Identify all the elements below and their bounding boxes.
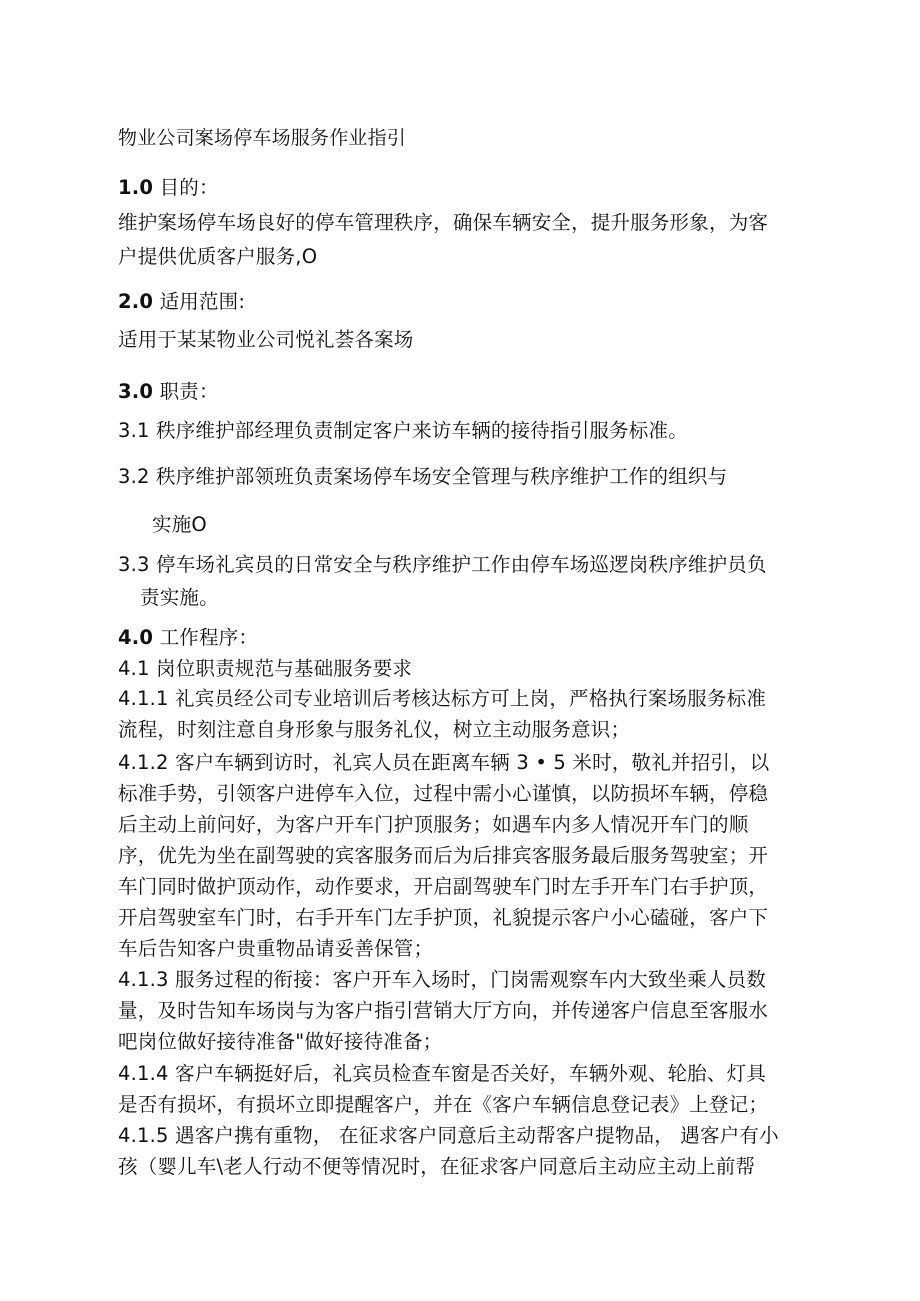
paragraph-4-1-2-line: 开启驾驶室车门时，右手开车门左手护顶，礼貌提示客户小心磕碰，客户下 (118, 906, 769, 929)
paragraph-4-1-1-line: 4.1.1 礼宾员经公司专业培训后考核达标方可上岗，严格执行案场服务标准 (118, 687, 767, 710)
section-1-title: 目的： (159, 176, 219, 199)
section-3-item-2: 3.2 秩序维护部领班负责案场停车场安全管理与秩序维护工作的组织与 (118, 465, 728, 488)
section-3-item-2-continuation: 实施O (152, 513, 207, 536)
section-1-body-line: 维护案场停车场良好的停车管理秩序，确保车辆安全，提升服务形象，为客 (118, 211, 769, 234)
section-1-number: 1.0 (118, 176, 154, 199)
paragraph-4-1-3-line: 4.1.3 服务过程的衔接：客户开车入场时，门岗需观察车内大致坐乘人员数 (118, 968, 767, 991)
paragraph-4-1-2-line: 序，优先为坐在副驾驶的宾客服务而后为后排宾客服务最后服务驾驶室；开 (118, 844, 769, 867)
section-1-body-line: 户提供优质客户服务,O (118, 245, 318, 268)
paragraph-4-1-1-line: 流程，时刻注意自身形象与服务礼仪，树立主动服务意识； (118, 718, 631, 741)
section-2-title: 适用范围: (159, 290, 246, 313)
section-2-body: 适用于某某物业公司悦礼荟各案场 (118, 328, 414, 351)
paragraph-4-1-2-line: 车后告知客户贵重物品请妥善保管； (118, 937, 434, 960)
section-3-heading (118, 378, 219, 406)
subsection-4-1-heading: 4.1 岗位职责规范与基础服务要求 (118, 657, 413, 680)
paragraph-4-1-2-line: 标准手势，引领客户进停车入位，过程中需小心谨慎，以防损坏车辆，停稳 (118, 782, 769, 805)
section-2-number: 2.0 (118, 290, 154, 313)
paragraph-4-1-4-line: 是否有损坏，有损坏立即提醒客户，并在《客户车辆信息登记表》上登记； (118, 1093, 769, 1116)
section-3-item-1: 3.1 秩序维护部经理负责制定客户来访车辆的接待指引服务标准。 (118, 419, 688, 442)
section-4-heading (118, 624, 258, 652)
section-3-item-3: 3.3 停车场礼宾员的日常安全与秩序维护工作由停车场巡逻岗秩序维护员负 (118, 553, 767, 576)
document-title: 物业公司案场停车场服务作业指引 (118, 127, 407, 149)
section-1-heading (118, 174, 219, 202)
section-3-title: 职责： (159, 380, 219, 403)
paragraph-4-1-3-line: 吧岗位做好接待准备"做好接待准备； (118, 1030, 443, 1053)
paragraph-4-1-2-line: 后主动上前问好，为客户开车门护顶服务；如遇车内多人情况开车门的顺 (118, 813, 749, 836)
section-3-item-3-continuation: 责实施。 (140, 586, 219, 609)
paragraph-4-1-3-line: 量，及时告知车场岗与为客户指引营销大厅方向，并传递客户信息至客服水 (118, 999, 769, 1022)
paragraph-4-1-5-line: 4.1.5 遇客户携有重物， 在征求客户同意后主动帮客户提物品， 遇客户有小 (118, 1124, 779, 1147)
paragraph-4-1-4-line: 4.1.4 客户车辆挺好后，礼宾员检查车窗是否关好，车辆外观、轮胎、灯具 (118, 1062, 767, 1085)
paragraph-4-1-5-line: 孩（婴儿车\老人行动不便等情况时，在征求客户同意后主动应主动上前帮 (118, 1155, 756, 1178)
paragraph-4-1-2-line: 4.1.2 客户车辆到访时，礼宾人员在距离车辆 3 • 5 米时，敬礼并招引，以 (118, 751, 770, 774)
section-2-heading (118, 288, 245, 316)
section-3-number: 3.0 (118, 380, 154, 403)
section-4-number: 4.0 (118, 626, 154, 649)
section-4-title: 工作程序： (159, 626, 259, 649)
paragraph-4-1-2-line: 车门同时做护顶动作，动作要求，开启副驾驶车门时左手开车门右手护顶， (118, 875, 769, 898)
